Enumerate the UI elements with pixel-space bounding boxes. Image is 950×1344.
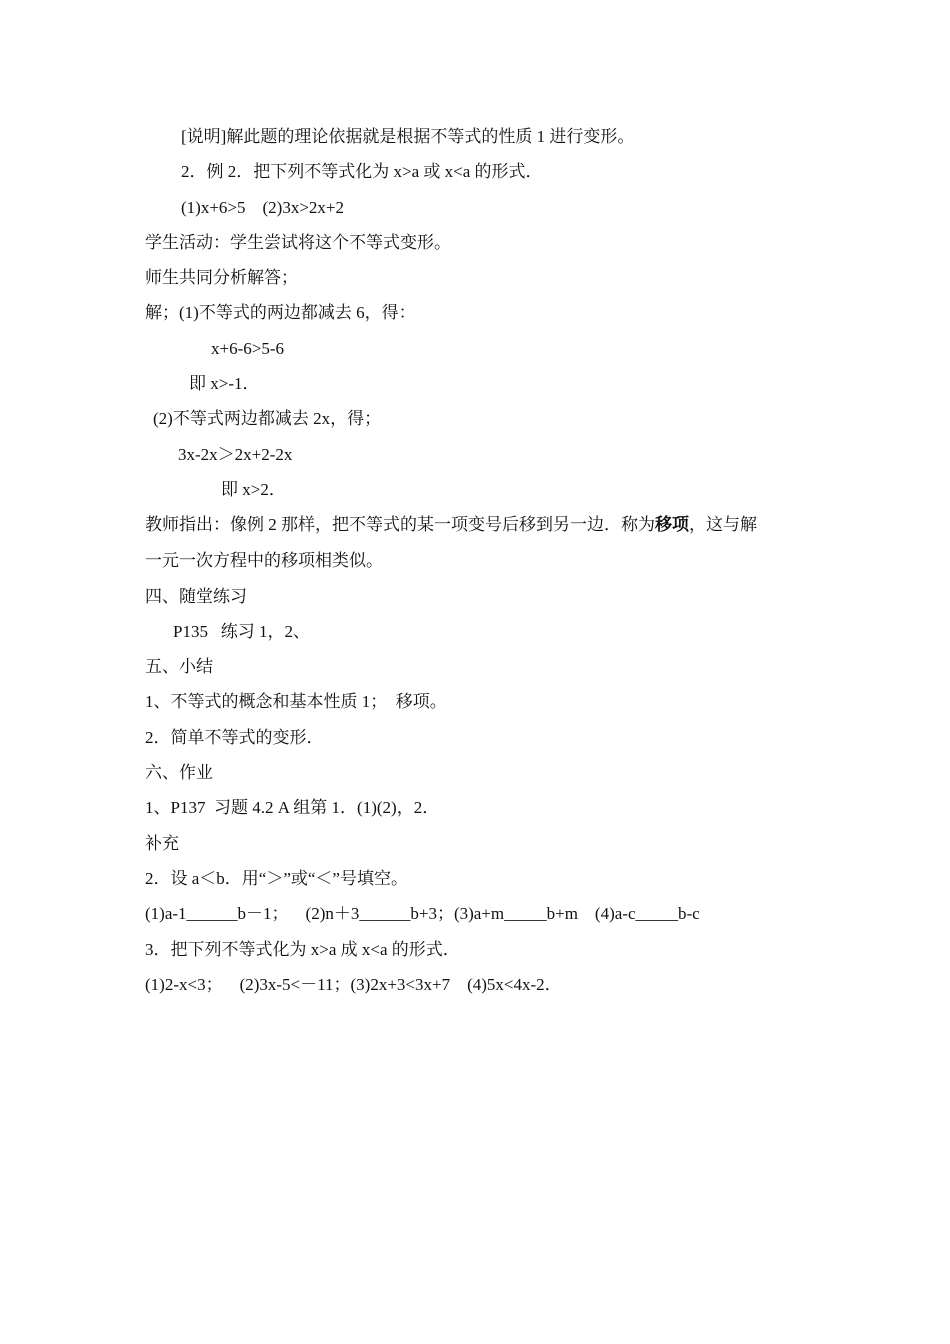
supplement-item-2-blanks: (1)a-1______b－1； (2)n＋3______b+3；(3)a+m_____b+m (4)a-c_____b-c xyxy=(145,904,700,923)
solution-result-1: 即 x>-1． xyxy=(189,374,260,393)
solution-step-1: x+6-6>5-6 xyxy=(211,339,284,358)
summary-item-1: 1、不等式的概念和基本性质 1； 移项。 xyxy=(145,692,447,711)
student-activity-line: 学生活动：学生尝试将这个不等式变形。 xyxy=(145,233,451,252)
section-heading-summary: 五、小结 xyxy=(145,657,213,676)
term-transposition: 移项 xyxy=(655,515,689,534)
supplement-heading: 补充 xyxy=(145,834,179,853)
practice-reference: P135 练习 1，2、 xyxy=(173,622,310,641)
teacher-note-line-2: 一元一次方程中的移项相类似。 xyxy=(145,551,383,570)
summary-item-2: 2．简单不等式的变形． xyxy=(145,728,324,747)
example-2-heading: 2．例 2．把下列不等式化为 x>a 或 x<a 的形式． xyxy=(181,162,543,181)
teacher-note-line xyxy=(145,514,757,536)
teacher-note-part-2: ，这与解 xyxy=(689,515,757,534)
supplement-item-3-problems: (1)2-x<3； (2)3x-5<－11；(3)2x+3<3x+7 (4)5x<4x-2． xyxy=(145,975,562,994)
note-line: [说明]解此题的理论依据就是根据不等式的性质 1 进行变形。 xyxy=(181,127,635,146)
solution-line-2: (2)不等式两边都减去 2x，得； xyxy=(153,409,382,428)
supplement-item-3: 3．把下列不等式化为 x>a 成 x<a 的形式． xyxy=(145,940,460,959)
example-2-problems: (1)x+6>5 (2)3x>2x+2 xyxy=(181,198,344,217)
solution-line-1: 解；(1)不等式的两边都减去 6，得： xyxy=(145,303,416,322)
homework-item-1: 1、P137 习题 4.2 A 组第 1．(1)(2)，2． xyxy=(145,798,440,817)
section-heading-practice: 四、随堂练习 xyxy=(145,587,247,606)
joint-analysis-line: 师生共同分析解答； xyxy=(145,268,298,287)
supplement-item-2: 2．设 a＜b．用“＞”或“＜”号填空。 xyxy=(145,869,408,888)
solution-result-2: 即 x>2． xyxy=(221,480,286,499)
solution-step-2: 3x-2x＞2x+2-2x xyxy=(178,445,293,464)
section-heading-homework: 六、作业 xyxy=(145,763,213,782)
teacher-note-part-1: 教师指出：像例 2 那样，把不等式的某一项变号后移到另一边．称为 xyxy=(145,515,655,534)
